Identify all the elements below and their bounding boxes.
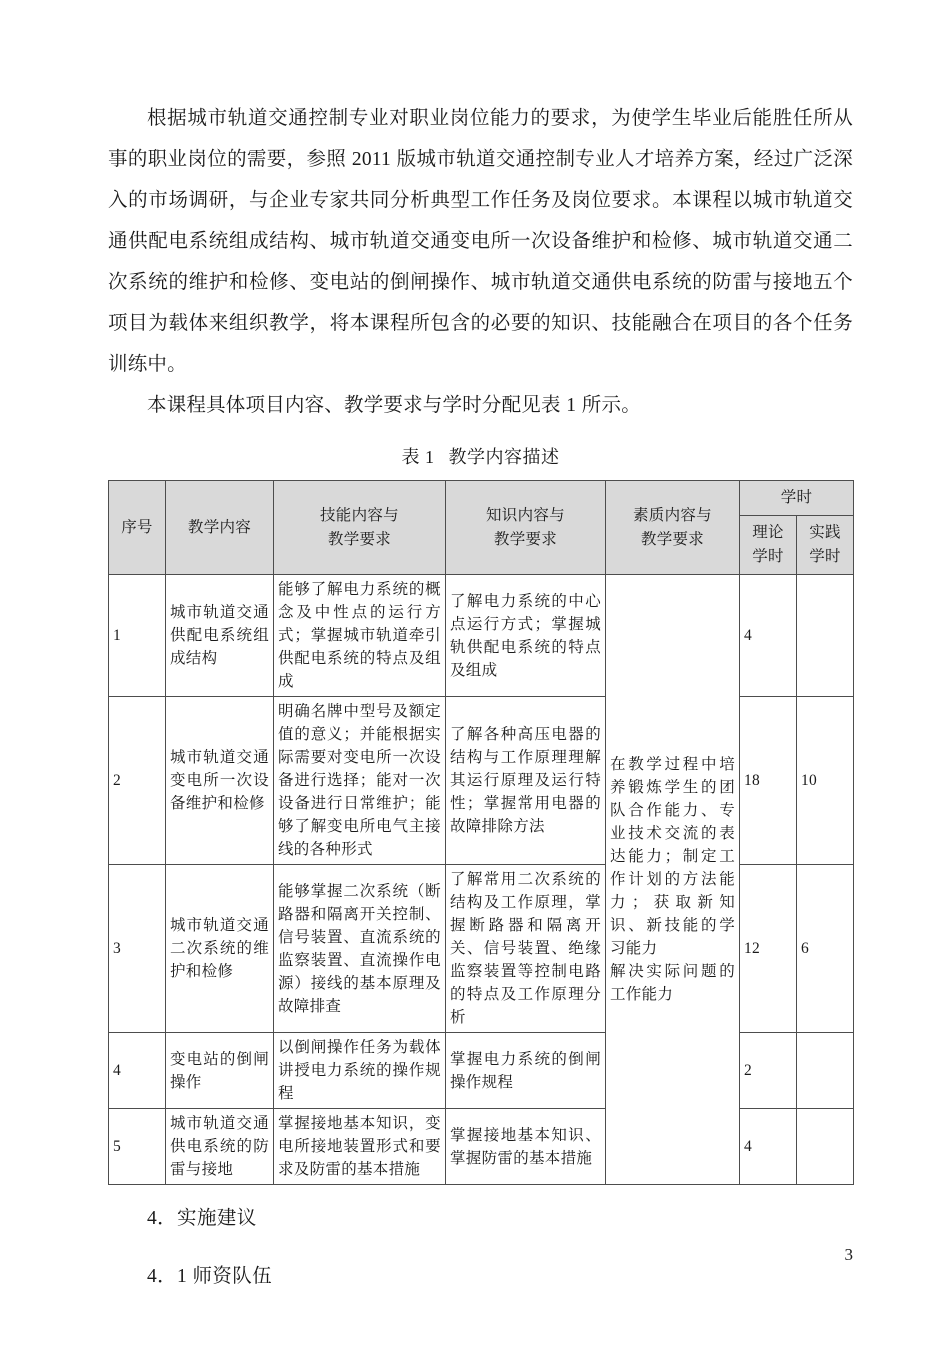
- table-caption-title: 教学内容描述: [448, 447, 560, 467]
- table-row: [109, 1033, 854, 1109]
- cell-theory-hours: 2: [740, 1033, 797, 1109]
- practice-header-line-2: 学时: [809, 548, 841, 565]
- quality-text-part-2: 解决实际问题的工作能力: [610, 963, 735, 1003]
- cell-practice-hours: [797, 575, 854, 697]
- teaching-content-table: [108, 480, 854, 1185]
- table-row: [109, 1109, 854, 1185]
- cell-theory-hours: 4: [740, 575, 797, 697]
- section-heading-implementation: 4．实施建议: [147, 1208, 257, 1229]
- cell-knowledge-content: 了解各种高压电器的结构与工作原理理解其运行原理及运行特性；掌握常用电器的故障排除方法: [446, 697, 606, 865]
- column-header-teaching-content: 教学内容: [166, 481, 274, 575]
- table-header-row-1: [109, 481, 854, 516]
- section-heading-faculty: 4．1 师资队伍: [147, 1266, 273, 1287]
- page-number: 3: [844, 1245, 853, 1264]
- cell-teaching-content: 变电站的倒闸操作: [166, 1033, 274, 1109]
- column-header-skill-content: [274, 481, 446, 575]
- cell-practice-hours: [797, 1033, 854, 1109]
- column-header-hours: 学时: [740, 481, 854, 516]
- quality-text-part-1: 在教学过程中培养锻炼学生的团队合作能力、专业技术交流的表达能力；制定工作计划的方法能力；获取新知识、新技能的学习能力: [610, 756, 735, 957]
- body-paragraph-2: 本课程具体项目内容、教学要求与学时分配见表 1 所示。: [147, 395, 641, 416]
- theory-header-line-2: 学时: [752, 548, 784, 565]
- column-header-practice-hours: [797, 516, 854, 575]
- cell-practice-hours: 6: [797, 865, 854, 1033]
- page-content: [108, 98, 853, 1297]
- theory-header-line-1: 理论: [752, 524, 784, 541]
- cell-quality-content-merged: [606, 575, 740, 1185]
- table-body: [109, 575, 854, 1185]
- cell-knowledge-content: 掌握电力系统的倒闸操作规程: [446, 1033, 606, 1109]
- knowledge-header-line-2: 教学要求: [493, 530, 558, 548]
- quality-header-line-1: 素质内容与: [632, 506, 712, 524]
- table-row: [109, 575, 854, 697]
- column-header-knowledge-content: [446, 481, 606, 575]
- practice-header-line-1: 实践: [809, 524, 841, 541]
- cell-seq: 5: [109, 1109, 166, 1185]
- cell-skill-content: 掌握接地基本知识，变电所接地装置形式和要求及防雷的基本措施: [274, 1109, 446, 1185]
- cell-teaching-content: 城市轨道交通变电所一次设备维护和检修: [166, 697, 274, 865]
- skill-header-line-1: 技能内容与: [319, 506, 399, 524]
- cell-seq: 1: [109, 575, 166, 697]
- cell-seq: 4: [109, 1033, 166, 1109]
- cell-theory-hours: 12: [740, 865, 797, 1033]
- knowledge-header-line-1: 知识内容与: [485, 506, 565, 524]
- table-caption: [108, 443, 853, 469]
- table-row: [109, 865, 854, 1033]
- cell-knowledge-content: 了解电力系统的中心点运行方式；掌握城轨供配电系统的特点及组成: [446, 575, 606, 697]
- cell-skill-content: 能够掌握二次系统（断路器和隔离开关控制、信号装置、直流系统的监察装置、直流操作电源）接线的基本原理及故障排查: [274, 865, 446, 1033]
- cell-seq: 3: [109, 865, 166, 1033]
- cell-practice-hours: [797, 1109, 854, 1185]
- cell-knowledge-content: 掌握接地基本知识、掌握防雷的基本措施: [446, 1109, 606, 1185]
- quality-header-line-2: 教学要求: [640, 530, 705, 548]
- cell-theory-hours: 18: [740, 697, 797, 865]
- cell-seq: 2: [109, 697, 166, 865]
- cell-skill-content: 以倒闸操作任务为载体讲授电力系统的操作规程: [274, 1033, 446, 1109]
- table-head: [109, 481, 854, 575]
- column-header-quality-content: [606, 481, 740, 575]
- cell-knowledge-content: 了解常用二次系统的结构及工作原理，掌握断路器和隔离开关、信号装置、绝缘监察装置等控制电路的特点及工作原理分析: [446, 865, 606, 1033]
- column-header-theory-hours: [740, 516, 797, 575]
- table-caption-label: 表 1: [401, 447, 435, 467]
- cell-skill-content: 能够了解电力系统的概念及中性点的运行方式；掌握城市轨道牵引供配电系统的特点及组成: [274, 575, 446, 697]
- body-paragraph-1: 根据城市轨道交通控制专业对职业岗位能力的要求，为使学生毕业后能胜任所从事的职业岗位的需要，参照 2011 版城市轨道交通控制专业人才培养方案，经过广泛深入的市场调研，与企业专家共同分析典型工作任务及岗位要求。本课程以城市轨道交通供配电系统组成结构、城市轨道交通变电所一次设备维护和检修、城市轨道交通二次系统的维护和检修、变电站的倒闸操作、城市轨道交通供电系统的防雷与接地五个项目为载体来组织教学，将本课程所包含的必要的知识、技能融合在项目的各个任务训练中。: [108, 108, 853, 375]
- cell-practice-hours: 10: [797, 697, 854, 865]
- cell-teaching-content: 城市轨道交通供配电系统组成结构: [166, 575, 274, 697]
- cell-skill-content: 明确名牌中型号及额定值的意义；并能根据实际需要对变电所一次设备进行选择；能对一次设备进行日常维护；能够了解变电所电气主接线的各种形式: [274, 697, 446, 865]
- column-header-seq: 序号: [109, 481, 166, 575]
- table-row: [109, 697, 854, 865]
- cell-teaching-content: 城市轨道交通二次系统的维护和检修: [166, 865, 274, 1033]
- cell-theory-hours: 4: [740, 1109, 797, 1185]
- skill-header-line-2: 教学要求: [327, 530, 392, 548]
- cell-teaching-content: 城市轨道交通供电系统的防雷与接地: [166, 1109, 274, 1185]
